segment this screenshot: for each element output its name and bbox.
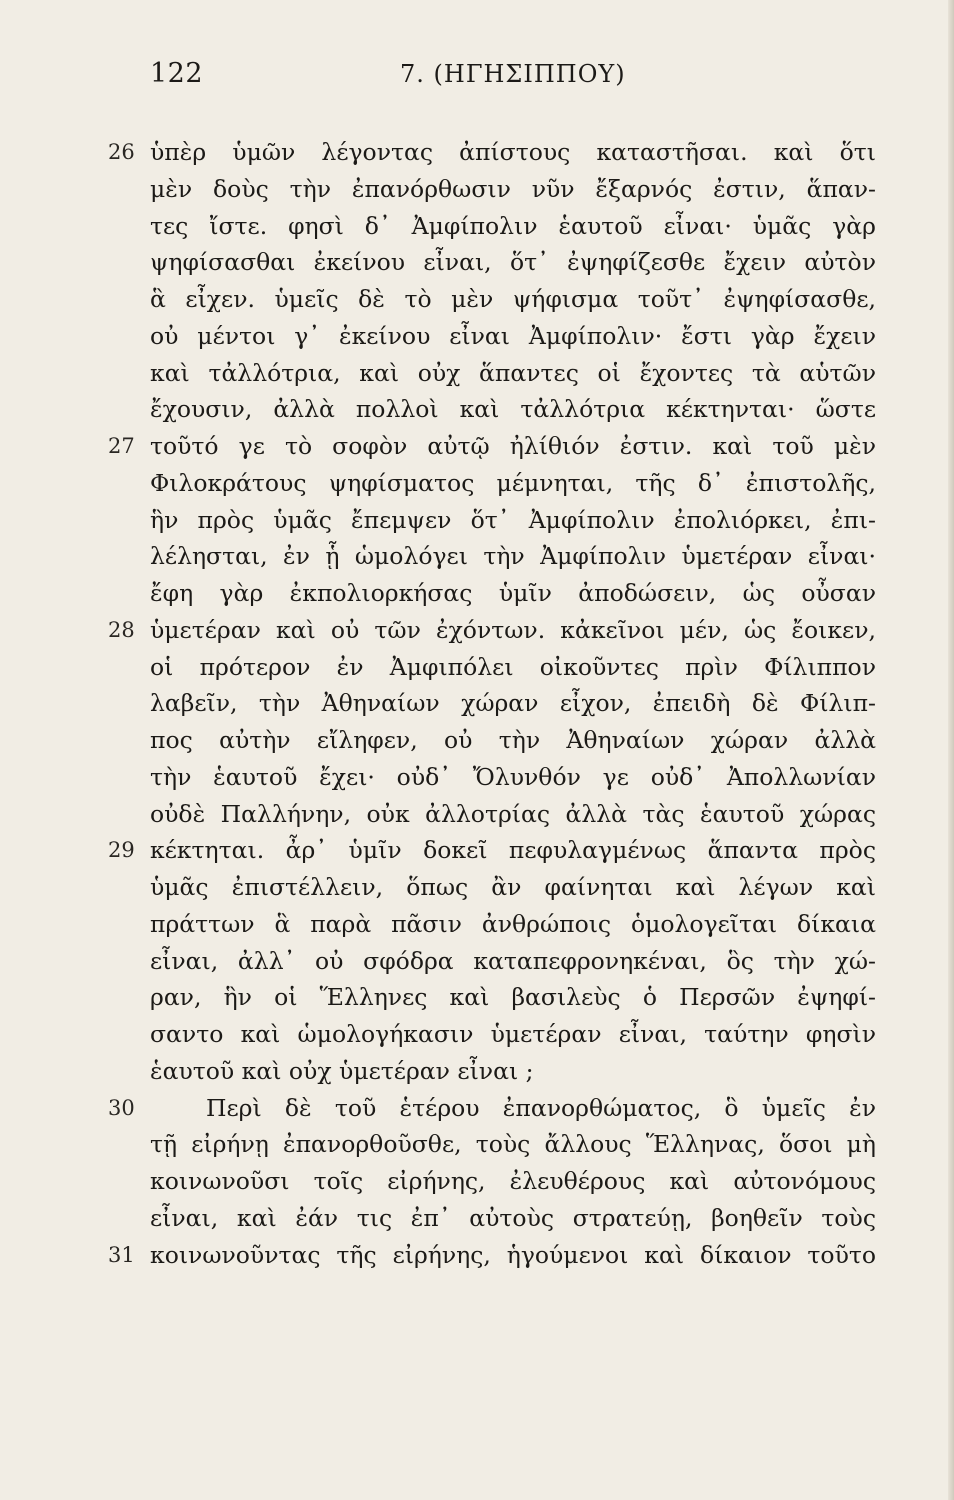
text-line (150, 244, 876, 281)
line-text: ψηφίσασθαι ἐκείνου εἶναι, ὅτ᾽ ἐψηφίζεσθε ἔχειν αὐτὸν (150, 248, 876, 277)
page-number: 122 (150, 58, 204, 89)
line-text: οὐδὲ Παλλήνην, οὐκ ἀλλοτρίας ἀλλὰ τὰς ἑαυτοῦ χώρας (150, 799, 876, 828)
line-text: τῇ εἰρήνῃ ἐπανορθοῦσθε, τοὺς ἄλλους Ἕλληνας, ὅσοι μὴ (150, 1130, 876, 1159)
section-number: 28 (108, 617, 135, 642)
line-text: εἶναι, καὶ ἐάν τις ἐπ᾽ αὐτοὺς στρατεύῃ, βοηθεῖν τοὺς (150, 1203, 876, 1232)
line-text: ἃ εἶχεν. ὑμεῖς δὲ τὸ μὲν ψήφισμα τοῦτ᾽ ἐψηφίσασθε, (150, 285, 876, 313)
text-line (150, 1163, 876, 1200)
text-line (108, 1090, 876, 1127)
text-line (150, 1126, 876, 1163)
line-text: ἔφη γὰρ ἐκπολιορκήσας ὑμῖν ἀποδώσειν, ὡς οὖσαν (150, 579, 876, 607)
line-text: πος αὐτὴν εἴληφεν, οὐ τὴν Ἀθηναίων χώραν ἀλλὰ (150, 726, 876, 754)
text-line (150, 649, 876, 686)
line-text: καὶ τἀλλότρια, καὶ οὐχ ἅπαντες οἱ ἔχοντες τὰ αὑτῶν (150, 358, 876, 387)
line-text: ὑπὲρ ὑμῶν λέγοντας ἀπίστους καταστῆσαι. καὶ ὅτι (150, 138, 876, 166)
line-text: σαντο καὶ ὡμολογήκασιν ὑμετέραν εἶναι, ταύτην φησὶν (150, 1020, 876, 1048)
line-text: κοινωνοῦντας τῆς εἰρήνης, ἡγούμενοι καὶ δίκαιον τοῦτο (150, 1240, 876, 1269)
text-line (108, 428, 876, 465)
line-text: εἶναι, ἀλλ᾽ οὐ σφόδρα καταπεφρονηκέναι, ὃς τὴν χώ- (150, 946, 876, 975)
line-text: κέκτηται. ἆρ᾽ ὑμῖν δοκεῖ πεφυλαγμένως ἅπαντα πρὸς (150, 836, 876, 865)
section-number: 31 (108, 1242, 135, 1267)
text-line (150, 943, 876, 980)
line-text: λαβεῖν, τὴν Ἀθηναίων χώραν εἶχον, ἐπειδὴ δὲ Φίλιπ- (150, 689, 876, 718)
text-line (150, 1053, 876, 1090)
text-line (150, 391, 876, 428)
line-text: τὴν ἑαυτοῦ ἔχει· οὐδ᾽ Ὄλυνθόν γε οὐδ᾽ Ἀπολλωνίαν (150, 762, 876, 791)
text-line (150, 208, 876, 245)
greek-text-body (108, 134, 876, 1273)
page-header (150, 58, 890, 98)
line-text: ὑμᾶς ἐπιστέλλειν, ὅπως ἂν φαίνηται καὶ λέγων καὶ (150, 873, 876, 901)
line-text: οὐ μέντοι γ᾽ ἐκείνου εἶναι Ἀμφίπολιν· ἔστι γὰρ ἔχειν (150, 321, 876, 350)
line-text: τες ἴστε. φησὶ δ᾽ Ἀμφίπολιν ἑαυτοῦ εἶναι· ὑμᾶς γὰρ (150, 211, 876, 240)
section-number: 27 (108, 434, 135, 458)
text-line (150, 575, 876, 612)
line-text: τοῦτό γε τὸ σοφὸν αὐτῷ ἠλίθιόν ἐστιν. καὶ τοῦ μὲν (150, 432, 876, 460)
text-line (150, 318, 876, 355)
section-number: 29 (108, 838, 135, 863)
text-line (150, 538, 876, 575)
text-line (108, 832, 876, 869)
text-line (150, 1016, 876, 1053)
text-line (108, 1237, 876, 1274)
line-text: πράττων ἃ παρὰ πᾶσιν ἀνθρώποις ὁμολογεῖται δίκαια (150, 909, 876, 938)
line-text: μὲν δοὺς τὴν ἐπανόρθωσιν νῦν ἔξαρνός ἐστιν, ἅπαν- (150, 174, 876, 203)
text-line (150, 759, 876, 796)
line-text: ραν, ἣν οἱ Ἕλληνες καὶ βασιλεὺς ὁ Περσῶν ἐψηφί- (150, 983, 876, 1012)
text-line (150, 465, 876, 502)
line-text: λέλησται, ἐν ᾗ ὡμολόγει τὴν Ἀμφίπολιν ὑμετέραν εἶναι· (150, 542, 876, 571)
text-line (150, 355, 876, 392)
line-text: κοινωνοῦσι τοῖς εἰρήνης, ἐλευθέρους καὶ αὐτονόμους (150, 1167, 876, 1195)
text-line (150, 281, 876, 318)
text-line (150, 171, 876, 208)
line-text: οἱ πρότερον ἐν Ἀμφιπόλει οἰκοῦντες πρὶν Φίλιππον (150, 652, 876, 681)
text-line (150, 979, 876, 1016)
line-text: ἑαυτοῦ καὶ οὐχ ὑμετέραν εἶναι ; (150, 1056, 534, 1085)
text-line (150, 1200, 876, 1237)
text-line (150, 722, 876, 759)
text-line (150, 685, 876, 722)
text-line (108, 134, 876, 171)
page-edge (948, 0, 954, 1500)
text-line (150, 869, 876, 906)
line-text: Φιλοκράτους ψηφίσματος μέμνηται, τῆς δ᾽ ἐπιστολῆς, (150, 468, 876, 497)
line-text: ἔχουσιν, ἀλλὰ πολλοὶ καὶ τἀλλότρια κέκτηνται· ὥστε (150, 395, 876, 424)
line-text: Περὶ δὲ τοῦ ἑτέρου ἐπανορθώματος, ὃ ὑμεῖς ἐν (206, 1093, 876, 1122)
text-line (150, 906, 876, 943)
text-line (150, 796, 876, 833)
line-text: ὑμετέραν καὶ οὐ τῶν ἐχόντων. κἀκεῖνοι μέν, ὡς ἔοικεν, (150, 615, 876, 644)
section-number: 26 (108, 140, 135, 164)
line-text: ἣν πρὸς ὑμᾶς ἔπεμψεν ὅτ᾽ Ἀμφίπολιν ἐπολιόρκει, ἐπι- (150, 505, 876, 534)
text-line (108, 612, 876, 649)
text-line (150, 502, 876, 539)
running-head: 7. (ΗΓΗΣΙΠΠΟΥ) (400, 60, 626, 88)
section-number: 30 (108, 1095, 135, 1120)
